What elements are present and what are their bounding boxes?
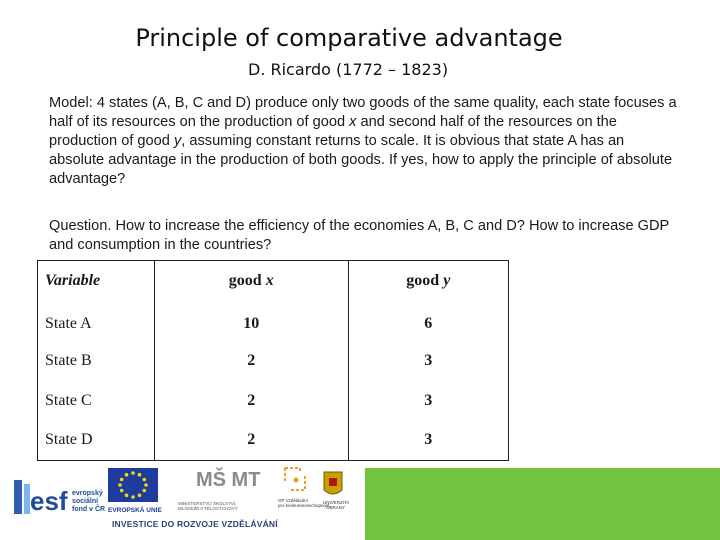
header-good-x-prefix: good — [228, 271, 266, 289]
state-cell: State D — [38, 421, 155, 461]
header-good-y-var: y — [443, 271, 451, 289]
slide-title: Principle of comparative advantage — [135, 24, 563, 52]
esf-logo — [14, 480, 105, 516]
table-row — [38, 341, 509, 381]
model-var-x: x — [349, 114, 357, 130]
state-cell: State B — [38, 341, 155, 381]
op-caption: OP Vzdělávání pro konkurenceschopnost — [278, 498, 330, 508]
model-var-y: y — [173, 133, 182, 149]
table-row — [38, 421, 509, 461]
table-header-row — [38, 261, 509, 301]
header-good-x-var: x — [265, 271, 274, 289]
eu-flag-logo — [108, 468, 162, 514]
university-caption: UNIVERZITA OBRANY — [323, 500, 350, 510]
eu-caption: EVROPSKÁ UNIE — [108, 507, 162, 514]
model-text-1: Model: 4 states (A, B, C and D) produce only two goods of the same quality, each state focuses a half of its resources on the production of good — [49, 95, 677, 130]
model-text-3: , assuming constant returns to scale. It is obvious that state A has an absolute advantage in the production of both goods. If yes, how to apply the principle of absolute advantage? — [49, 133, 673, 187]
investment-slogan: INVESTICE DO ROZVOJE VZDĚLÁVÁNÍ — [112, 519, 278, 529]
good-y-cell: 3 — [424, 391, 433, 409]
good-x-cell: 2 — [154, 421, 348, 461]
msmt-logo-text: MŠ MT — [196, 469, 261, 491]
table-row — [38, 301, 509, 341]
msmt-caption: MINISTERSTVO ŠKOLSTVÍ, MLÁDEŽE A TĚLOVÝCHOVY — [178, 501, 238, 511]
header-good-y-prefix: good — [406, 271, 444, 289]
esf-logo-text: esf — [30, 486, 68, 516]
header-good-x — [154, 261, 348, 301]
good-y-cell: 3 — [424, 351, 433, 369]
esf-caption: evropský sociální fond v ČR — [72, 490, 106, 513]
good-x-cell: 10 — [154, 301, 348, 341]
green-footer-bar — [365, 468, 720, 540]
header-good-y — [348, 261, 508, 301]
model-text-2: and second half of the resources on the production of good — [49, 114, 617, 149]
header-variable: Variable — [38, 261, 155, 301]
state-cell: State C — [38, 381, 155, 421]
university-crest-logo — [323, 472, 349, 510]
slide-subtitle: D. Ricardo (1772 – 1823) — [248, 60, 449, 79]
msmt-logo — [178, 467, 260, 511]
model-paragraph — [49, 94, 679, 189]
good-x-cell: 2 — [154, 341, 348, 381]
state-cell: State A — [38, 301, 155, 341]
table-row — [38, 381, 509, 421]
question-paragraph: Question. How to increase the efficiency of the economies A, B, C and D? How to increase GDP and consumption in the countries? — [49, 218, 670, 253]
good-x-cell: 2 — [154, 381, 348, 421]
good-y-cell: 6 — [424, 314, 433, 332]
production-table — [37, 260, 509, 461]
good-y-cell: 3 — [424, 431, 433, 449]
